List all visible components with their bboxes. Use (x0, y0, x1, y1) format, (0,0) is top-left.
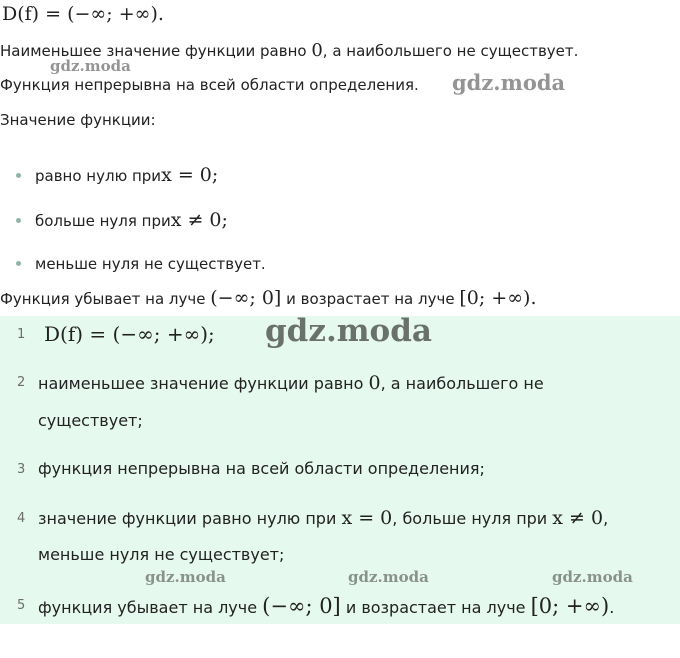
item-cont: меньше нуля не существует; (38, 545, 285, 564)
list-item (38, 459, 485, 478)
list-item-continuation (38, 411, 143, 430)
domain-line (2, 3, 164, 25)
mono-text-a: Функция убывает на луче (0, 290, 211, 308)
domain-math: D(f) = (−∞; +∞). (2, 3, 164, 25)
item-text-b: и возрастает на луче (340, 598, 531, 617)
list-item (44, 322, 215, 346)
item-text-a: функция убывает на луче (38, 598, 263, 617)
line-number: 3 (17, 462, 26, 477)
min-max-math: 0 (311, 40, 323, 61)
list-item (38, 594, 614, 618)
watermark: gdz.moda (452, 70, 566, 95)
mono-math-a: (−∞; 0] (210, 287, 282, 309)
min-max-text-b: , а наибольшего не существует. (322, 42, 579, 60)
bullet-icon (16, 218, 21, 223)
min-max-text-a: Наименьшее значение функции равно (0, 42, 312, 60)
list-item (0, 209, 228, 231)
watermark: gdz.moda (552, 568, 633, 586)
item-math: 0 (368, 372, 381, 394)
item-text-c: . (609, 598, 615, 617)
bullet-math: x ≠ 0; (170, 209, 228, 231)
item-text-a: значение функции равно нулю при (38, 509, 342, 528)
mono-math-b: [0; +∞). (459, 287, 537, 309)
watermark: gdz.moda (265, 313, 432, 349)
item-math-a: (−∞; 0] (262, 594, 341, 618)
item-text-a: наименьшее значение функции равно (38, 374, 369, 393)
watermark: gdz.moda (348, 568, 429, 586)
bullet-text: больше нуля при (35, 212, 171, 230)
watermark: gdz.moda (145, 568, 226, 586)
monotonicity-line (0, 287, 537, 309)
item-text-c: , (603, 509, 609, 528)
list-item (38, 372, 544, 394)
item-text-b: , больше нуля при (392, 509, 553, 528)
values-heading-text: Значение функции: (0, 111, 156, 129)
values-heading (0, 111, 156, 129)
list-item-continuation (38, 545, 284, 564)
watermark: gdz.moda (50, 57, 131, 75)
list-item (0, 255, 266, 273)
item-math-b: x ≠ 0 (552, 507, 604, 529)
line-number: 4 (17, 511, 26, 526)
item-math-a: x = 0 (341, 507, 393, 529)
bullet-text: меньше нуля не существует. (35, 255, 266, 273)
item-text: функция непрерывна на всей области определения; (38, 459, 485, 478)
list-item (0, 164, 218, 186)
item-math-b: [0; +∞) (530, 594, 610, 618)
line-number: 2 (17, 375, 26, 390)
item-cont: существует; (38, 411, 143, 430)
bullet-icon (16, 261, 21, 266)
bullet-text: равно нулю при (35, 167, 162, 185)
line-number: 5 (17, 598, 26, 613)
list-item (38, 507, 608, 529)
continuity-line (0, 76, 419, 94)
bullet-icon (16, 173, 21, 178)
item-math: D(f) = (−∞; +∞); (44, 322, 215, 346)
item-text-b: , а наибольшего не (380, 374, 544, 393)
line-number: 1 (17, 327, 26, 342)
mono-text-b: и возрастает на луче (281, 290, 460, 308)
continuity-text: Функция непрерывна на всей области определения. (0, 76, 419, 94)
bullet-math: x = 0; (161, 164, 219, 186)
